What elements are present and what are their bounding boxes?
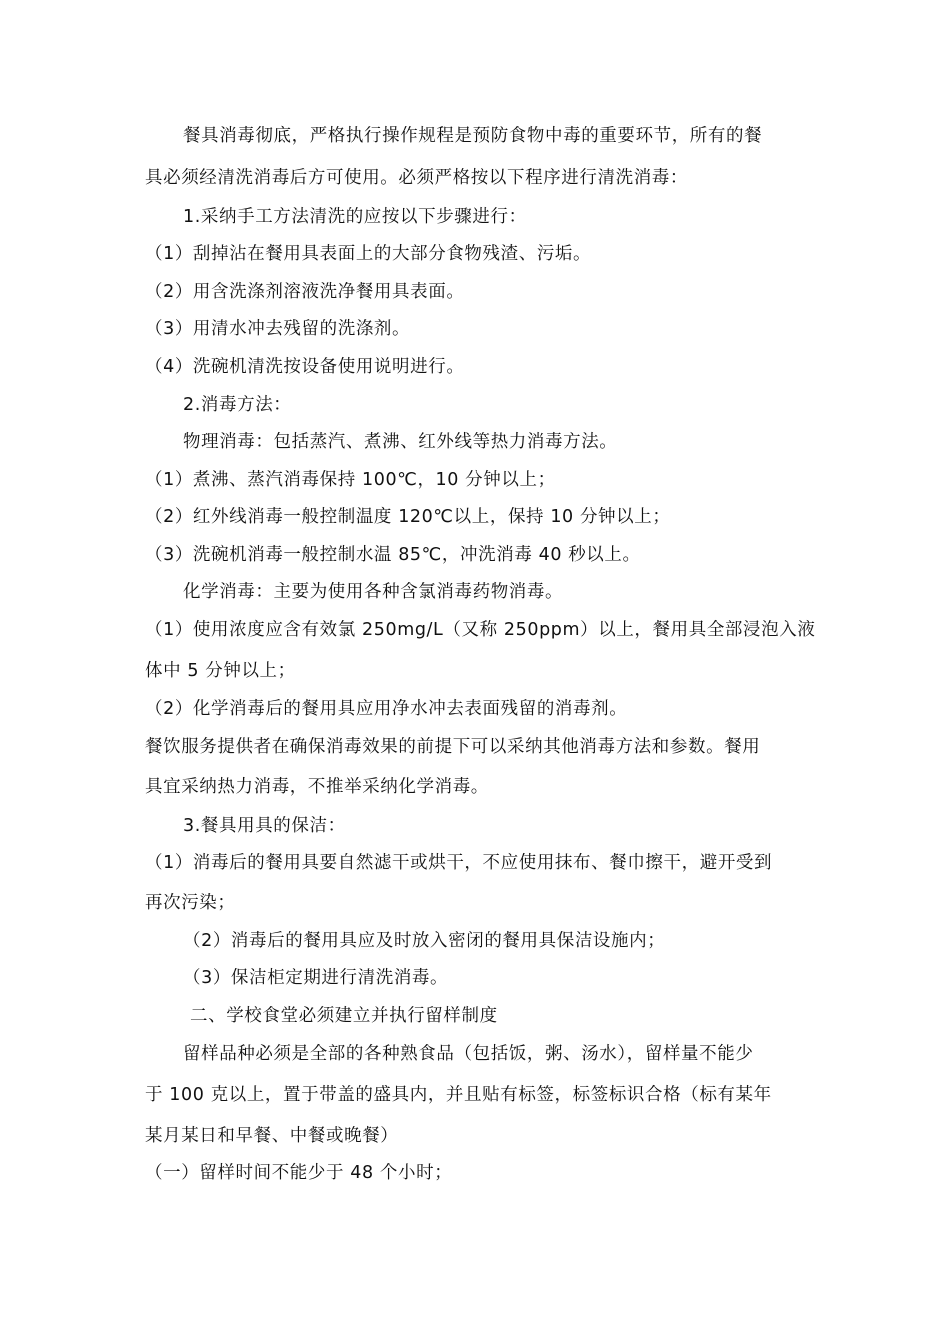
text-line: 2.消毒方法：	[183, 395, 292, 415]
text-line: （2）化学消毒后的餐用具应用净水冲去表面残留的消毒剂。	[145, 699, 628, 719]
text-line: 留样品种必须是全部的各种熟食品（包括饭，粥、汤水），留样量不能少	[183, 1044, 754, 1064]
text-line: （3）洗碗机消毒一般控制水温 85℃，冲洗消毒 40 秒以上。	[145, 545, 641, 565]
text-line: 具必须经清洗消毒后方可使用。必须严格按以下程序进行清洗消毒：	[145, 168, 688, 188]
text-line: 餐具消毒彻底，严格执行操作规程是预防食物中毒的重要环节，所有的餐	[183, 126, 763, 146]
text-line: 化学消毒：主要为使用各种含氯消毒药物消毒。	[183, 582, 564, 602]
text-line: （2）红外线消毒一般控制温度 120℃以上，保持 10 分钟以上；	[145, 507, 671, 527]
text-line: （1）刮掉沾在餐用具表面上的大部分食物残渣、污垢。	[145, 244, 592, 264]
text-line: （3）保洁柜定期进行清洗消毒。	[183, 968, 449, 988]
text-line: 于 100 克以上，置于带盖的盛具内，并且贴有标签，标签标识合格（标有某年	[145, 1085, 772, 1105]
text-line: 1.采纳手工方法清洗的应按以下步骤进行：	[183, 207, 527, 227]
text-line: 体中 5 分钟以上；	[145, 661, 296, 681]
section-heading: 二、学校食堂必须建立并执行留样制度	[190, 1006, 498, 1026]
text-line: 具宜采纳热力消毒，不推举采纳化学消毒。	[145, 777, 489, 797]
text-line: （1）煮沸、蒸汽消毒保持 100℃，10 分钟以上；	[145, 470, 556, 490]
text-line: 物理消毒：包括蒸汽、煮沸、红外线等热力消毒方法。	[183, 432, 618, 452]
text-line: （2）消毒后的餐用具应及时放入密闭的餐用具保洁设施内；	[183, 931, 666, 951]
text-line: （3）用清水冲去残留的洗涤剂。	[145, 319, 411, 339]
text-line: （1）使用浓度应含有效氯 250mg/L（又称 250ppm）以上，餐用具全部浸泡入液	[145, 620, 816, 640]
text-line: 某月某日和早餐、中餐或晚餐）	[145, 1126, 399, 1146]
text-line: （2）用含洗涤剂溶液洗净餐用具表面。	[145, 282, 465, 302]
text-line: 餐饮服务提供者在确保消毒效果的前提下可以采纳其他消毒方法和参数。餐用	[145, 737, 761, 757]
text-line: 再次污染；	[145, 893, 236, 913]
text-line: 3.餐具用具的保洁：	[183, 816, 346, 836]
text-line: （4）洗碗机清洗按设备使用说明进行。	[145, 357, 465, 377]
text-line: （1）消毒后的餐用具要自然滤干或烘干，不应使用抹布、餐巾擦干，避开受到	[145, 853, 773, 873]
text-line: （一）留样时间不能少于 48 个小时；	[145, 1163, 453, 1183]
